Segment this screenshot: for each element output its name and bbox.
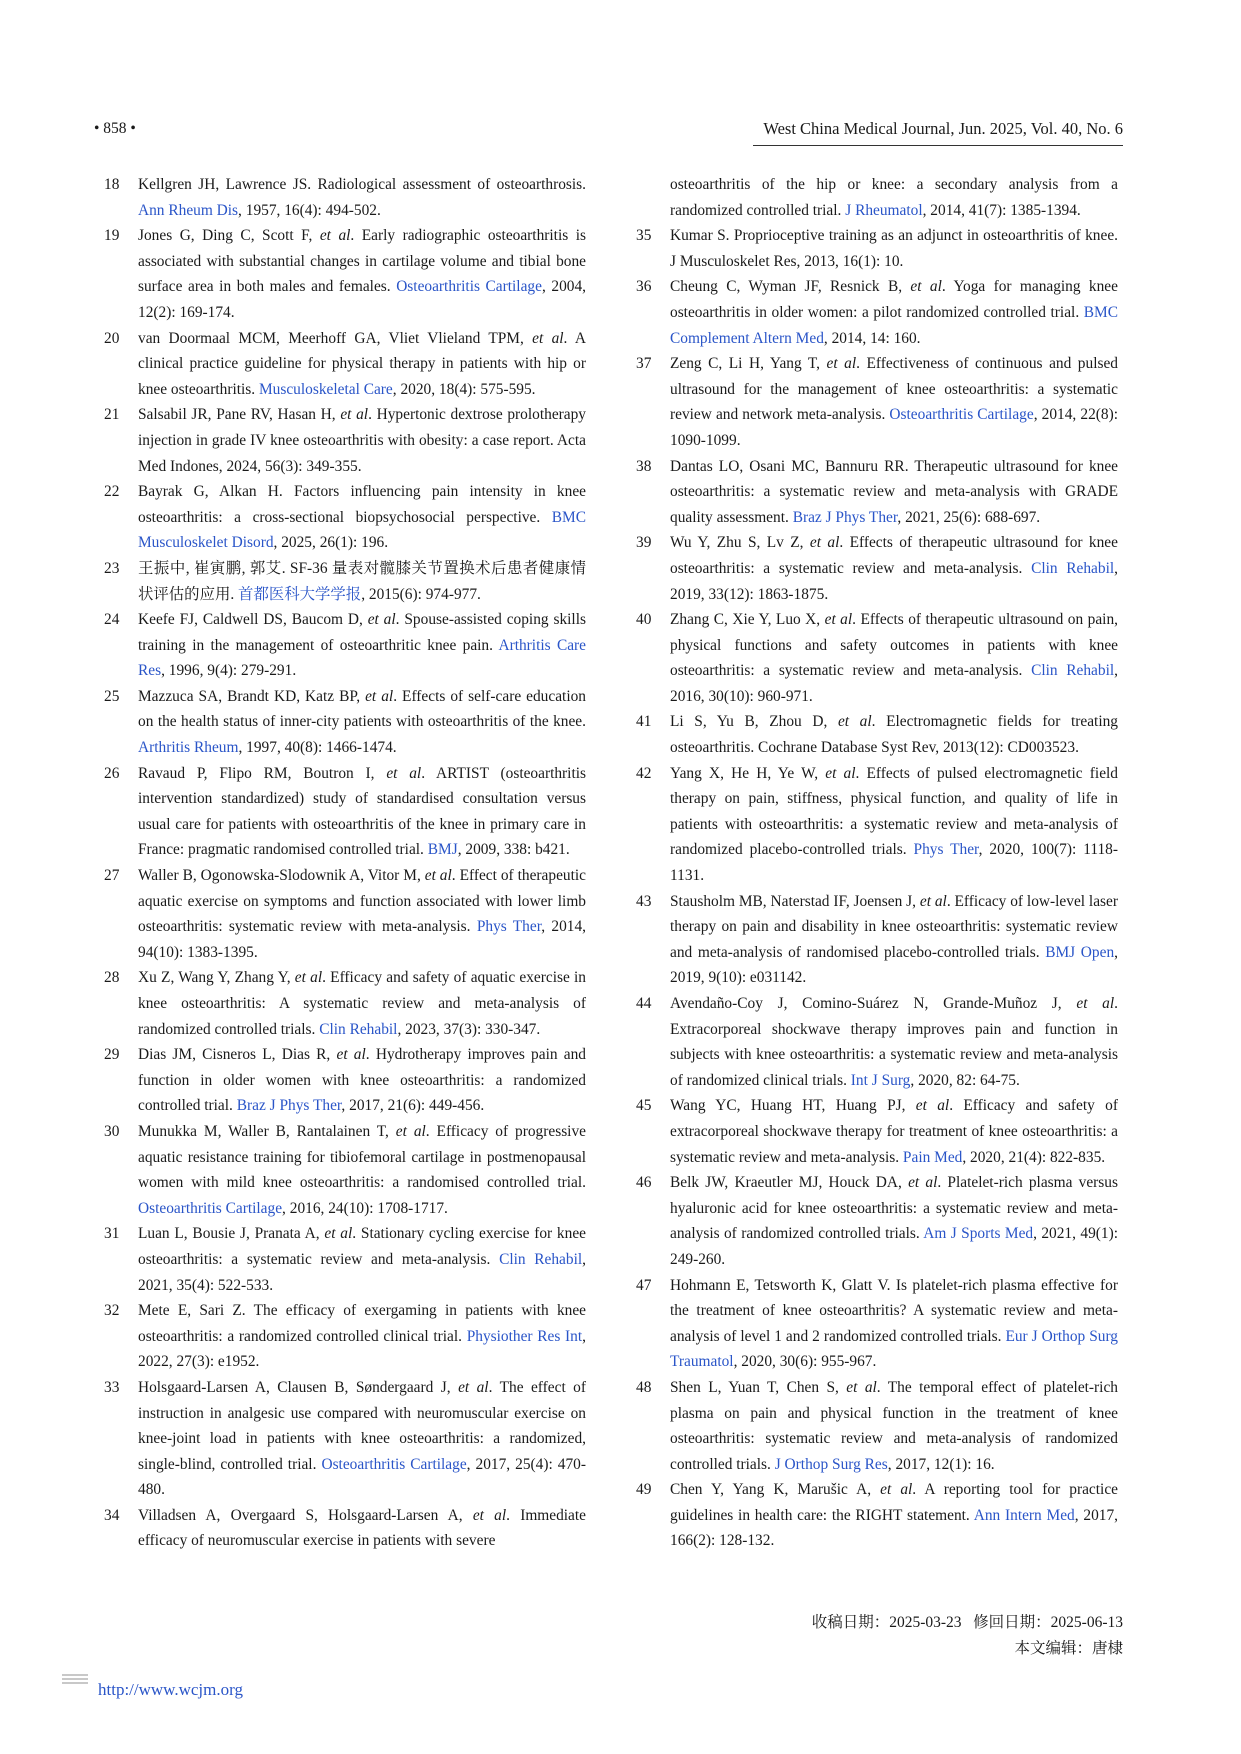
et-al-text: et al	[824, 611, 853, 629]
reference-text: . Spouse-assisted coping skills training in the management of osteoarthritic knee pain.	[138, 611, 586, 654]
reference-text: , 2020, 82: 64-75.	[910, 1071, 1020, 1089]
reference-number: 44	[636, 995, 652, 1012]
journal-link[interactable]: BMJ	[427, 841, 458, 859]
journal-link[interactable]: Clin Rehabil	[319, 1020, 398, 1038]
reference-body	[138, 1298, 586, 1375]
et-al-text: et al	[294, 969, 323, 987]
reference-number: 20	[104, 329, 120, 347]
reference-text: , 2025, 26(1): 196.	[273, 534, 389, 552]
reference-text: . Efficacy and safety of extracorporeal shockwave therapy for treatment of knee osteoarthritis: a systematic review and meta-analysis.	[670, 1097, 1118, 1166]
reference-text: , 1996, 9(4): 279-291.	[161, 662, 297, 680]
reference-text: , 2017, 21(6): 449-456.	[341, 1097, 485, 1115]
reference-text: Wang YC, Huang HT, Huang PJ,	[670, 1097, 916, 1115]
et-al-text: et al	[336, 1046, 366, 1064]
reference-item	[636, 607, 1118, 709]
reference-text: Stausholm MB, Naterstad IF, Joensen J,	[670, 892, 920, 910]
reference-number: 22	[104, 483, 120, 501]
et-al-text: et al	[324, 1225, 353, 1243]
footer-logo-mark-icon	[62, 1674, 88, 1688]
journal-link[interactable]: Int J Surg	[850, 1071, 911, 1089]
journal-link[interactable]: BMC Musculoskelet Disord	[138, 508, 586, 552]
reference-item	[104, 172, 586, 223]
reference-body	[138, 479, 586, 556]
reference-number: 18	[104, 176, 120, 193]
et-al-text: et al	[458, 1378, 489, 1396]
reference-number: 24	[104, 611, 120, 629]
reference-text: . Effects of pulsed electromagnetic field therapy on pain, stiffness, physical function, and quality of life in patients with osteoarthritis: a systematic review and meta-analysis of randomized placebo-controlled trials.	[670, 764, 1118, 859]
reference-number: 37	[636, 355, 652, 373]
journal-link[interactable]: Phys Ther	[913, 841, 979, 859]
reference-item	[636, 1273, 1118, 1375]
reference-item	[104, 1221, 586, 1298]
reference-text: osteoarthritis of the hip or knee: a secondary analysis from a randomized controlled trial.	[670, 176, 1118, 219]
reference-body	[138, 172, 586, 223]
reference-item	[636, 351, 1118, 453]
reference-body	[670, 1170, 1118, 1272]
reference-number: 49	[636, 1481, 652, 1499]
reference-text: . Effects of self-care education on the health status of inner-city patients with osteoarthritis of the knee.	[138, 687, 586, 731]
reference-text: Salsabil JR, Pane RV, Hasan H,	[138, 406, 341, 424]
journal-link[interactable]: Physiother Res Int	[466, 1327, 583, 1345]
journal-link[interactable]: Osteoarthritis Cartilage	[396, 278, 542, 296]
reference-text: , 2020, 30(6): 955-967.	[733, 1353, 877, 1371]
reference-text: , 2014, 94(10): 1383-1395.	[138, 918, 586, 961]
reference-number: 32	[104, 1302, 120, 1320]
reference-text: . Effects of therapeutic ultrasound for knee osteoarthritis: a systematic review and meta-analysis.	[670, 534, 1118, 577]
reference-text: Waller B, Ogonowska-Slodownik A, Vitor M,	[138, 867, 425, 885]
reference-item	[104, 1503, 586, 1554]
reference-text: Wu Y, Zhu S, Lv Z,	[670, 534, 810, 552]
journal-link[interactable]: Clin Rehabil	[499, 1250, 583, 1268]
reference-item	[636, 991, 1118, 1093]
reference-body	[670, 1477, 1118, 1554]
journal-link[interactable]: Arthritis Care Res	[138, 636, 587, 680]
reference-text: Luan L, Bousie J, Pranata A,	[138, 1225, 325, 1243]
reference-item	[636, 1170, 1118, 1272]
reference-text: , 2016, 24(10): 1708-1717.	[282, 1199, 448, 1217]
reference-text: Mete E, Sari Z. The efficacy of exergaming in patients with knee osteoarthritis: a randomized controlled clinical trial.	[138, 1302, 586, 1345]
reference-item	[104, 965, 586, 1042]
reference-text: van Doormaal MCM, Meerhoff GA, Vliet Vlieland TPM,	[138, 329, 533, 347]
reference-text: . A reporting tool for practice guidelines in health care: the RIGHT statement.	[670, 1481, 1118, 1524]
reference-body	[138, 607, 586, 684]
et-al-text: et al	[910, 278, 942, 296]
reference-number: 33	[104, 1378, 120, 1396]
reference-text: . The effect of instruction in analgesic use compared with neuromuscular exercise on knee-joint load in patients with knee osteoarthritis: a randomized, single-blind, controlled trial.	[138, 1378, 586, 1473]
reference-item	[636, 709, 1118, 760]
reference-number: 46	[636, 1174, 652, 1192]
journal-link[interactable]: Eur J Orthop Surg Traumatol	[670, 1327, 1118, 1371]
reference-item	[104, 223, 586, 325]
reference-number: 19	[104, 227, 120, 245]
et-al-text: et al	[386, 764, 422, 782]
footer-url-link[interactable]: http://www.wcjm.org	[98, 1680, 243, 1699]
reference-text: Hohmann E, Tetsworth K, Glatt V. Is platelet-rich plasma effective for the treatment of knee osteoarthritis? A systematic review and meta-analysis of level 1 and 2 randomized controlled trials.	[670, 1276, 1118, 1345]
reference-item	[104, 1298, 586, 1375]
reference-body	[670, 274, 1118, 351]
reference-body	[670, 1093, 1118, 1170]
reference-text: , 2017, 166(2): 128-132.	[670, 1506, 1119, 1550]
reference-text: Yang X, He H, Ye W,	[670, 764, 826, 782]
reference-text: Villadsen A, Overgaard S, Holsgaard-Larsen A,	[138, 1506, 473, 1524]
reference-number: 29	[104, 1046, 120, 1064]
journal-link[interactable]: Clin Rehabil	[1031, 559, 1115, 577]
reference-item	[104, 1119, 586, 1221]
reference-number: 47	[636, 1276, 652, 1294]
reference-body	[670, 889, 1118, 991]
reference-text: Li S, Yu B, Zhou D,	[670, 713, 838, 731]
reference-body	[138, 965, 586, 1042]
journal-link[interactable]: Arthritis Rheum	[138, 739, 239, 757]
journal-link[interactable]: Osteoarthritis Cartilage	[138, 1199, 283, 1217]
reference-text: , 2020, 18(4): 575-595.	[392, 380, 536, 398]
reference-text: . The temporal effect of platelet-rich plasma on pain and physical function in the treatment of knee osteoarthritis: systematic review and meta-analysis of randomized controlled trials.	[670, 1378, 1118, 1473]
reference-text: . Platelet-rich plasma versus hyaluronic acid for knee osteoarthritis: a systematic review and meta-analysis of randomized controlled trials.	[670, 1174, 1118, 1243]
reference-text: , 2004, 12(2): 169-174.	[138, 278, 586, 321]
journal-link[interactable]: Clin Rehabil	[1031, 662, 1115, 680]
reference-item	[104, 1375, 586, 1503]
reference-text: . Extracorporeal shockwave therapy improves pain and function in subjects with knee osteoarthritis: a systematic review and meta-analysis of randomized clinical trials.	[670, 995, 1118, 1089]
journal-link[interactable]: Ann Intern Med	[973, 1506, 1075, 1524]
reference-body	[670, 709, 1118, 760]
reference-text: , 1957, 16(4): 494-502.	[238, 201, 381, 219]
received-label: 收稿日期：	[811, 1614, 890, 1631]
et-al-text: et al	[340, 406, 369, 424]
reference-body	[670, 1273, 1118, 1375]
editor-name: 唐棣	[1091, 1640, 1123, 1657]
reference-text: , 2023, 37(3): 330-347.	[397, 1020, 541, 1038]
reference-body	[670, 530, 1118, 607]
revised-label: 修回日期：	[973, 1614, 1051, 1631]
reference-number: 28	[104, 969, 120, 987]
reference-item	[104, 326, 586, 403]
et-al-text: et al	[1076, 995, 1115, 1012]
reference-body	[138, 1375, 586, 1503]
reference-body	[138, 223, 586, 325]
reference-number: 43	[636, 892, 652, 910]
journal-link[interactable]: Phys Ther	[476, 918, 542, 936]
reference-text: . Immediate efficacy of neuromuscular exercise in patients with severe	[138, 1506, 586, 1550]
reference-text: . A clinical practice guideline for physical therapy in patients with hip or knee osteoarthritis.	[138, 329, 586, 398]
reference-item	[636, 1375, 1118, 1477]
et-al-text: et al	[395, 1122, 426, 1140]
reference-number: 45	[636, 1097, 652, 1115]
reference-body	[670, 223, 1118, 274]
reference-text: , 2021, 49(1): 249-260.	[670, 1225, 1118, 1268]
reference-number: 39	[636, 534, 652, 552]
reference-number: 41	[636, 713, 652, 731]
reference-text: , 2019, 9(10): e031142.	[670, 943, 1118, 987]
reference-text: 王振中, 崔寅鹏, 郭艾. SF-36 量表对髋膝关节置换术后患者健康情状评估的应用.	[138, 559, 586, 603]
et-al-text: et al	[846, 1378, 877, 1396]
reference-34-continuation	[636, 172, 1118, 223]
reference-text: . Efficacy of progressive aquatic resistance training for tibiofemoral cartilage in postmenopausal women with mild knee osteoarthritis: a randomised controlled trial.	[138, 1122, 586, 1192]
reference-item	[636, 1093, 1118, 1170]
reference-text: , 2015(6): 974-977.	[361, 585, 481, 603]
reference-body	[138, 761, 586, 863]
journal-link[interactable]: Musculoskeletal Care	[258, 380, 393, 398]
reference-item	[104, 479, 586, 556]
reference-body	[138, 1042, 586, 1119]
reference-text: . Effect of therapeutic aquatic exercise on symptoms and function associated with lower limb osteoarthritis: systematic review with meta-analysis.	[138, 867, 586, 936]
reference-text: . Electromagnetic fields for treating osteoarthritis. Cochrane Database Syst Rev, 2013(12): CD003523.	[670, 713, 1118, 757]
reference-text: Chen Y, Yang K, Marušic A,	[670, 1481, 881, 1499]
reference-text: , 2014, 22(8): 1090-1099.	[670, 406, 1118, 449]
reference-item	[104, 863, 586, 965]
reference-text: , 2017, 25(4): 470-480.	[138, 1455, 586, 1499]
journal-link[interactable]: 首都医科大学学报	[238, 585, 362, 603]
received-date: 2025-03-23	[889, 1614, 962, 1631]
reference-body	[138, 1221, 586, 1298]
reference-text: , 2021, 35(4): 522-533.	[138, 1250, 586, 1294]
et-al-text: et al	[908, 1174, 938, 1192]
reference-text: , 2022, 27(3): e1952.	[138, 1327, 586, 1371]
reference-body	[138, 326, 586, 403]
reference-item	[636, 889, 1118, 991]
et-al-text: et al	[915, 1097, 950, 1115]
et-al-text: et al	[919, 892, 947, 910]
reference-text: Belk JW, Kraeutler MJ, Houck DA,	[670, 1174, 909, 1192]
reference-body	[670, 607, 1118, 709]
reference-column-left	[104, 172, 586, 1554]
reference-item	[636, 761, 1118, 889]
journal-link[interactable]: Pain Med	[902, 1148, 963, 1166]
et-al-text: et al	[424, 867, 452, 885]
reference-number: 23	[104, 559, 120, 577]
journal-link[interactable]: BMC Complement Altern Med	[670, 303, 1118, 347]
reference-text: Ravaud P, Flipo RM, Boutron I,	[138, 764, 387, 782]
reference-text: Munukka M, Waller B, Rantalainen T,	[138, 1122, 396, 1140]
reference-item	[104, 1042, 586, 1119]
reference-text: Keefe FJ, Caldwell DS, Baucom D,	[138, 611, 368, 629]
reference-text: , 2016, 30(10): 960-971.	[670, 662, 1118, 705]
page-number: • 858 •	[94, 120, 136, 137]
reference-text: . Stationary cycling exercise for knee osteoarthritis: a systematic review and meta-analysis.	[138, 1225, 586, 1268]
et-al-text: et al	[365, 687, 394, 705]
reference-number: 34	[104, 1506, 120, 1524]
reference-number: 31	[104, 1225, 120, 1243]
reference-text: Holsgaard-Larsen A, Clausen B, Søndergaard J,	[138, 1378, 459, 1396]
journal-link[interactable]: J Orthop Surg Res	[774, 1455, 888, 1473]
reference-text: . Hypertonic dextrose prolotherapy injection in grade IV knee osteoarthritis with obesity: a case report. Acta Med Indones, 2024, 56(3): 349-355.	[138, 406, 586, 475]
journal-link[interactable]: Am J Sports Med	[923, 1225, 1034, 1243]
reference-text: Dias JM, Cisneros L, Dias R,	[138, 1046, 337, 1064]
reference-body	[670, 761, 1118, 889]
reference-text: , 2019, 33(12): 1863-1875.	[670, 559, 1118, 603]
reference-number: 27	[104, 867, 120, 885]
reference-number: 36	[636, 278, 652, 296]
reference-body	[670, 1375, 1118, 1477]
reference-number: 30	[104, 1122, 120, 1140]
reference-text: . Yoga for managing knee osteoarthritis in older women: a pilot randomized controlled trial.	[670, 278, 1118, 321]
et-al-text: et al	[880, 1481, 913, 1499]
journal-link[interactable]: Osteoarthritis Cartilage	[889, 406, 1034, 424]
reference-item	[636, 274, 1118, 351]
reference-text: Bayrak G, Alkan H. Factors influencing pain intensity in knee osteoarthritis: a cross-sectional biopsychosocial perspective.	[138, 483, 586, 526]
reference-body	[138, 556, 586, 607]
reference-body	[138, 1119, 586, 1221]
reference-text: Xu Z, Wang Y, Zhang Y,	[138, 969, 295, 987]
reference-body	[138, 863, 586, 965]
reference-text: Jones G, Ding C, Scott F,	[138, 227, 320, 245]
dates-line	[812, 1610, 1123, 1636]
journal-link[interactable]: Osteoarthritis Cartilage	[321, 1455, 467, 1473]
reference-item	[104, 607, 586, 684]
et-al-text: et al	[532, 329, 564, 347]
reference-body	[138, 1503, 586, 1554]
reference-body	[670, 351, 1118, 453]
reference-text: , 2009, 338: b421.	[457, 841, 570, 859]
journal-link[interactable]: Braz J Phys Ther	[792, 508, 898, 526]
et-al-text: et al	[367, 611, 396, 629]
journal-link[interactable]: J Rheumatol	[845, 201, 923, 219]
article-dates	[812, 1610, 1123, 1662]
revised-date: 2025-06-13	[1050, 1614, 1123, 1631]
reference-text: Zhang C, Xie Y, Luo X,	[670, 611, 825, 629]
et-al-text: et al	[837, 713, 872, 731]
reference-column-right	[636, 172, 1118, 1554]
reference-body	[670, 991, 1118, 1093]
reference-text: . ARTIST (osteoarthritis intervention standardized) study of standardised consultation versus usual care for patients with osteoarthritis of the knee in primary care in France: pragmatic randomised controlled trial.	[138, 764, 586, 859]
reference-text: Cheung C, Wyman JF, Resnick B,	[670, 278, 911, 296]
et-al-text: et al	[472, 1506, 507, 1524]
journal-title: West China Medical Journal, Jun. 2025, Vol. 40, No. 6	[763, 119, 1123, 138]
journal-link[interactable]: Ann Rheum Dis	[138, 201, 239, 219]
reference-body	[670, 454, 1118, 531]
reference-item	[104, 402, 586, 479]
reference-text: . Effects of therapeutic ultrasound on pain, physical functions and safety outcomes in patients with knee osteoarthritis: a systematic review and meta-analysis.	[670, 611, 1118, 680]
reference-number: 38	[636, 457, 652, 475]
reference-item	[636, 223, 1118, 274]
reference-item	[104, 684, 586, 761]
reference-number: 42	[636, 764, 652, 782]
reference-number: 26	[104, 764, 120, 782]
reference-text: Mazzuca SA, Brandt KD, Katz BP,	[138, 687, 366, 705]
reference-text: . Early radiographic osteoarthritis is associated with substantial changes in cartilage volume and tibial bone surface area in both males and females.	[138, 227, 586, 296]
reference-item	[104, 761, 586, 863]
editor-label: 本文编辑：	[1014, 1640, 1092, 1657]
reference-text: , 1997, 40(8): 1466-1474.	[238, 739, 397, 757]
reference-text: , 2017, 12(1): 16.	[887, 1455, 995, 1473]
reference-text: Avendaño-Coy J, Comino-Suárez N, Grande-Muñoz J,	[670, 995, 1077, 1012]
reference-text: . Effectiveness of continuous and pulsed ultrasound for the management of knee osteoarthritis: a systematic review and network meta-analysis.	[670, 355, 1118, 424]
reference-body	[138, 402, 586, 479]
et-al-text: et al	[809, 534, 840, 552]
reference-number: 25	[104, 687, 120, 705]
reference-text: . Efficacy and safety of aquatic exercise in knee osteoarthritis: A systematic review and meta-analysis of randomized controlled trials.	[138, 969, 586, 1038]
journal-link[interactable]: BMJ Open	[1045, 943, 1115, 961]
reference-text: , 2020, 100(7): 1118-1131.	[670, 841, 1118, 885]
header-rule	[753, 145, 1123, 146]
reference-number: 21	[104, 406, 120, 424]
journal-link[interactable]: Braz J Phys Ther	[236, 1097, 342, 1115]
et-al-text: et al	[826, 355, 857, 373]
reference-item	[636, 454, 1118, 531]
reference-item	[636, 1477, 1118, 1554]
reference-text: . Hydrotherapy improves pain and function in older women with knee osteoarthritis: a randomized controlled trial.	[138, 1046, 586, 1115]
reference-number: 40	[636, 611, 652, 629]
reference-item	[636, 530, 1118, 607]
reference-text: Dantas LO, Osani MC, Bannuru RR. Therapeutic ultrasound for knee osteoarthritis: a systematic review and meta-analysis with GRADE quality assessment.	[670, 457, 1118, 526]
et-al-text: et al	[825, 764, 856, 782]
reference-text: , 2014, 14: 160.	[823, 329, 921, 347]
reference-body	[138, 684, 586, 761]
editor-line	[812, 1636, 1123, 1662]
reference-text: Zeng C, Li H, Yang T,	[670, 355, 827, 373]
reference-text: Shen L, Yuan T, Chen S,	[670, 1378, 847, 1396]
reference-text: Kellgren JH, Lawrence JS. Radiological assessment of osteoarthrosis.	[138, 176, 586, 193]
et-al-text: et al	[319, 227, 351, 245]
reference-text: , 2021, 25(6): 688-697.	[897, 508, 1041, 526]
reference-number: 35	[636, 227, 652, 245]
reference-text: Kumar S. Proprioceptive training as an adjunct in osteoarthritis of knee. J Musculoskelet Res, 2013, 16(1): 10.	[670, 227, 1118, 270]
reference-text: , 2020, 21(4): 822-835.	[962, 1148, 1106, 1166]
reference-number: 48	[636, 1378, 652, 1396]
reference-text: . Efficacy of low-level laser therapy on pain and disability in knee osteoarthritis: systematic review and meta-analysis of randomised placebo-controlled trials.	[670, 892, 1118, 961]
reference-item	[104, 556, 586, 607]
reference-text: , 2014, 41(7): 1385-1394.	[922, 201, 1081, 219]
